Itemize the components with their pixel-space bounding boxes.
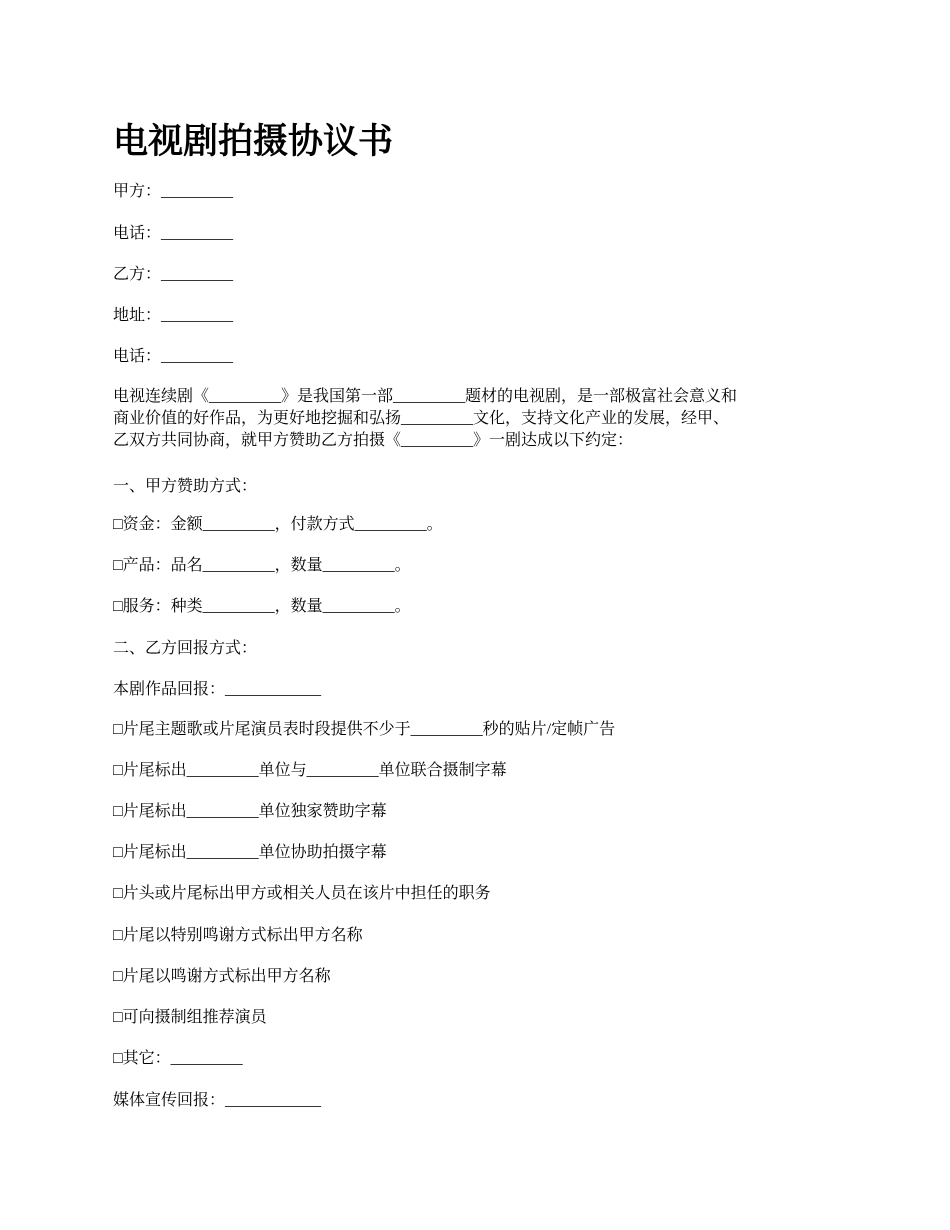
- checkbox-item-special-thanks: □片尾以特别鸣谢方式标出甲方名称: [113, 927, 363, 944]
- checkbox-item-funds: □资金：金额_________，付款方式_________。: [113, 516, 443, 533]
- intro-line: 电视连续剧《_________》是我国第一部_________题材的电视剧，是一部极富社会意义和: [113, 388, 738, 405]
- checkbox-item-thanks: □片尾以鸣谢方式标出甲方名称: [113, 968, 331, 985]
- document-title: 电视剧拍摄协议书: [113, 122, 394, 162]
- checkbox-item-services: □服务：种类_________，数量_________。: [113, 598, 411, 615]
- party-b-address-line: 地址：_________: [113, 307, 234, 324]
- checkbox-item-products: □产品：品名_________，数量_________。: [113, 557, 411, 574]
- checkbox-item-recommend-actors: □可向摄制组推荐演员: [113, 1009, 267, 1026]
- checkbox-item-position-credit: □片头或片尾标出甲方或相关人员在该片中担任的职务: [113, 885, 491, 902]
- party-a-line: 甲方：_________: [113, 183, 234, 200]
- section-heading-sponsorship: 一、甲方赞助方式：: [113, 478, 258, 495]
- section-heading-returns: 二、乙方回报方式：: [113, 640, 258, 657]
- checkbox-item-assist-credit: □片尾标出_________单位协助拍摄字幕: [113, 844, 387, 861]
- intro-line: 乙双方共同协商，就甲方赞助乙方拍摄《_________》一剧达成以下约定：: [113, 432, 634, 449]
- checkbox-item-other: □其它：_________: [113, 1050, 243, 1067]
- party-b-phone-line: 电话：_________: [113, 348, 234, 365]
- party-b-line: 乙方：_________: [113, 266, 234, 283]
- party-a-phone-line: 电话：_________: [113, 225, 234, 242]
- intro-line: 商业价值的好作品，为更好地挖掘和弘扬_________文化，支持文化产业的发展，经甲、: [113, 410, 730, 427]
- checkbox-item-exclusive-credit: □片尾标出_________单位独家赞助字幕: [113, 803, 387, 820]
- intro-paragraph: [113, 386, 737, 452]
- work-returns-line: 本剧作品回报：____________: [113, 681, 322, 698]
- checkbox-item-joint-credit: □片尾标出_________单位与_________单位联合摄制字幕: [113, 762, 507, 779]
- checkbox-item-ad: □片尾主题歌或片尾演员表时段提供不少于_________秒的贴片/定帧广告: [113, 721, 616, 738]
- media-returns-line: 媒体宣传回报：____________: [113, 1092, 322, 1109]
